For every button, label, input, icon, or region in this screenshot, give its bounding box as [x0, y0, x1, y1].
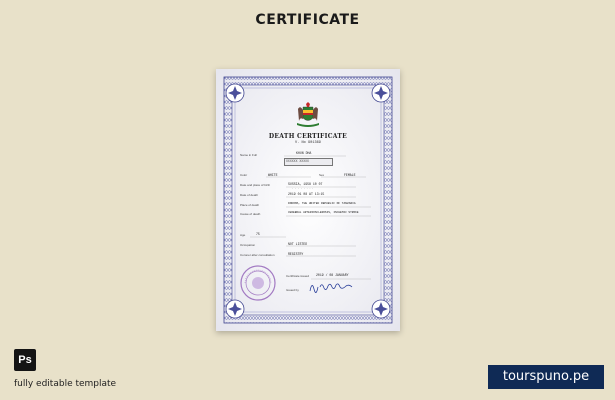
- certificate-number: V. No 901369: [295, 141, 321, 145]
- cause-value: CEREBRAL ARTERIOSCLEROSIS, ISCHEMIC STROKE: [288, 211, 359, 214]
- color-value: WHITE: [268, 173, 278, 177]
- name-value: KHUN DHA: [296, 151, 312, 155]
- name-label: Name in Full: [240, 153, 257, 157]
- certificate-title: DEATH CERTIFICATE: [268, 133, 348, 140]
- death-date-label: Date of death: [240, 193, 259, 197]
- issued-label: Certificate issued: [286, 274, 310, 278]
- death-date-value: 2019 01 08 AT 13:15: [288, 192, 325, 196]
- coat-of-arms-icon: [294, 101, 322, 129]
- sex-value: FEMALE: [344, 173, 356, 177]
- birth-subtext: · · · · · · · ·: [292, 187, 314, 190]
- official-stamp-icon: [239, 264, 277, 302]
- color-label: Color: [240, 173, 248, 177]
- birth-value: SUSSIA, 1958 10 07: [288, 182, 323, 186]
- certificate-document: [216, 69, 400, 331]
- death-place-label: Place of death: [240, 203, 260, 207]
- occupation-label: Occupation: [240, 243, 256, 247]
- issued-value: 2019 / 08 JANUARY: [316, 273, 349, 277]
- brand-link[interactable]: tourspuno.pe: [488, 365, 604, 389]
- issued-by-label: Issued by: [286, 288, 299, 292]
- consulted-value: REGISTRY: [288, 252, 304, 256]
- sex-label: Sex: [319, 173, 325, 177]
- birth-label: Date and place of birth: [240, 183, 271, 187]
- page-title: CERTIFICATE: [255, 12, 360, 28]
- occupation-value: NOT LISTED: [288, 242, 308, 246]
- cause-label: Cause of death: [240, 212, 261, 216]
- death-place-value: DODOMA, THE UNITED REPUBLIC OF TANZANIA: [288, 202, 356, 205]
- name-value-secondary: XXXXXX XXXXX: [286, 159, 309, 163]
- consulted-label: Coroner after consultation: [240, 253, 275, 257]
- age-label: Age: [240, 233, 246, 237]
- age-value: 75: [256, 232, 260, 236]
- photoshop-icon: Ps: [14, 349, 36, 371]
- template-caption: fully editable template: [14, 379, 117, 389]
- certificate-preview: [216, 69, 400, 331]
- signature-icon: [308, 279, 354, 295]
